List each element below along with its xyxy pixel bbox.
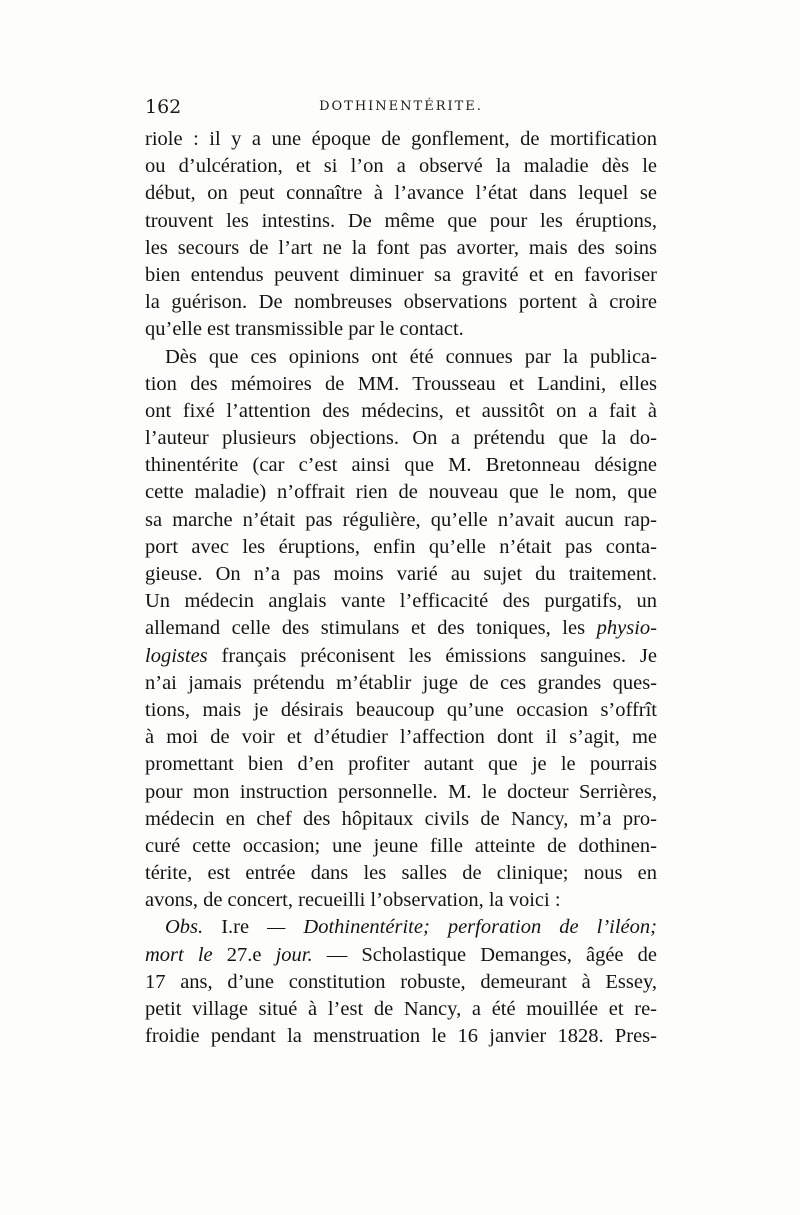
- line-text: tion des mémoires de MM. Trousseau et Landini, elles: [145, 372, 657, 395]
- text-line: [145, 208, 657, 235]
- line-text: curé cette occasion; une jeune fille atteinte de dothinen-: [145, 834, 657, 857]
- line-text: — Scholastique Demanges, âgée de: [312, 943, 657, 966]
- line-text: allemand celle des stimulans et des toniques, les: [145, 617, 597, 640]
- text-line: [145, 615, 657, 642]
- line-text: gieuse. On n’a pas moins varié au sujet du traitement.: [145, 563, 657, 585]
- text-line: [145, 262, 657, 289]
- line-text: Un médecin anglais vante l’efficacité des purgatifs, un: [145, 590, 657, 613]
- text-line: [145, 942, 657, 969]
- line-text: 17 ans, d’une constitution robuste, demeurant à Essey,: [145, 970, 657, 993]
- text-line: [145, 860, 657, 887]
- text-line: [145, 561, 657, 588]
- text-line: [145, 371, 657, 398]
- line-text: l’auteur plusieurs objections. On a prétendu que la do-: [145, 427, 657, 450]
- line-text: les secours de l’art ne la font pas avorter, mais des soins: [145, 236, 657, 259]
- text-line: [145, 969, 657, 996]
- text-line: [145, 697, 657, 724]
- text-line: [145, 316, 657, 343]
- line-text: pour mon instruction personnelle. M. le docteur Serrières,: [145, 780, 657, 803]
- text-line: [145, 534, 657, 561]
- page-number: 162: [145, 96, 182, 118]
- line-text: à moi de voir et d’étudier l’affection dont il s’agit, me: [145, 726, 657, 749]
- italic-text: physio-: [596, 617, 657, 640]
- text-line: [145, 1023, 657, 1050]
- text-line: [145, 670, 657, 697]
- line-text: la guérison. De nombreuses observations portent à croire: [145, 291, 657, 314]
- line-text: Dès que ces opinions ont été connues par la publica-: [165, 345, 657, 368]
- italic-text: — Dothinentérite; perforation de l’iléon;: [267, 916, 657, 939]
- line-text: 27.e: [226, 943, 276, 966]
- line-text: français préconisent les émissions sanguines. Je: [207, 644, 657, 667]
- italic-text: logistes: [145, 644, 208, 667]
- text-line: [145, 751, 657, 778]
- text-line: [145, 887, 657, 914]
- line-text: promettant bien d’en profiter autant que je le pourrais: [145, 753, 657, 776]
- line-text: n’ai jamais prétendu m’établir juge de ces grandes ques-: [145, 671, 657, 694]
- line-text: ou d’ulcération, et si l’on a observé la maladie dès le: [145, 155, 657, 178]
- line-text: début, on peut connaître à l’avance l’état dans lequel se: [145, 182, 657, 205]
- running-title: DOTHINENTÉRITE.: [319, 99, 483, 114]
- page-header: [145, 96, 657, 120]
- line-text: médecin en chef des hôpitaux civils de Nancy, m’a pro-: [145, 807, 657, 830]
- italic-text: Obs.: [165, 916, 222, 939]
- text-line: [145, 914, 657, 941]
- line-text: port avec les éruptions, enfin qu’elle n’était pas conta-: [145, 535, 657, 558]
- line-text: froidie pendant la menstruation le 16 janvier 1828. Pres-: [145, 1025, 657, 1048]
- line-text: tions, mais je désirais beaucoup qu’une occasion s’offrît: [145, 698, 657, 721]
- text-line: [145, 289, 657, 316]
- text-line: [145, 153, 657, 180]
- line-text: qu’elle est transmissible par le contact.: [145, 318, 464, 341]
- line-text: cette maladie) n’offrait rien de nouveau que le nom, que: [145, 481, 657, 504]
- text-line: [145, 479, 657, 506]
- text-line: [145, 588, 657, 615]
- text-line: [145, 643, 657, 670]
- text-line: [145, 398, 657, 425]
- body-text: [145, 126, 657, 1050]
- italic-text: jour.: [275, 943, 313, 966]
- line-text: thinentérite (car c’est ainsi que M. Bretonneau désigne: [145, 454, 657, 477]
- text-line: [145, 235, 657, 262]
- text-line: [145, 344, 657, 371]
- text-line: [145, 507, 657, 534]
- text-line: [145, 779, 657, 806]
- line-text: avons, de concert, recueilli l’observation, la voici :: [145, 889, 561, 912]
- text-line: [145, 452, 657, 479]
- line-text: térite, est entrée dans les salles de clinique; nous en: [145, 862, 657, 885]
- text-line: [145, 996, 657, 1023]
- italic-text: mort le: [145, 943, 227, 966]
- text-line: [145, 833, 657, 860]
- text-line: [145, 126, 657, 153]
- text-line: [145, 806, 657, 833]
- text-line: [145, 724, 657, 751]
- line-text: ont fixé l’attention des médecins, et aussitôt on a fait à: [145, 399, 657, 422]
- line-text: sa marche n’était pas régulière, qu’elle n’avait aucun rap-: [145, 508, 657, 531]
- line-text: bien entendus peuvent diminuer sa gravité et en favoriser: [145, 263, 657, 286]
- line-text: I.re: [221, 916, 268, 939]
- text-line: [145, 180, 657, 207]
- line-text: trouvent les intestins. De même que pour les éruptions,: [145, 209, 657, 232]
- line-text: riole : il y a une époque de gonflement, de mortification: [145, 128, 657, 150]
- line-text: petit village situé à l’est de Nancy, a été mouillée et re-: [145, 998, 657, 1020]
- text-line: [145, 425, 657, 452]
